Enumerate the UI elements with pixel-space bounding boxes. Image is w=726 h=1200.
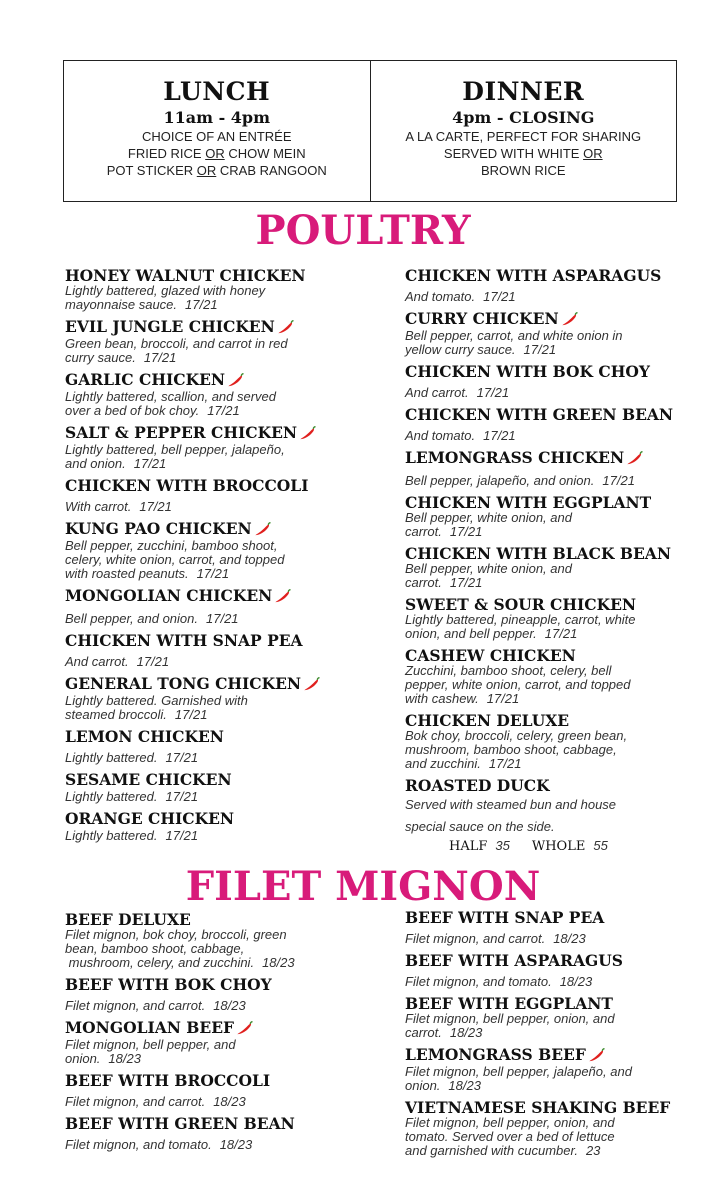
item-desc: Lightly battered, scallion, and served	[65, 389, 277, 404]
dinner-line-3: BROWN RICE	[481, 163, 566, 178]
item-name: BEEF WITH EGGPLANT	[405, 994, 613, 1013]
item-desc: Filet mignon, bell pepper, onion, and	[405, 1011, 615, 1026]
chili-pepper-icon	[228, 373, 244, 390]
menu-item	[65, 911, 295, 970]
item-price: 17/21	[544, 626, 578, 641]
item-desc: Bell pepper, white onion, and	[405, 510, 572, 525]
menu-item	[65, 810, 320, 843]
item-price: 17/21	[449, 575, 483, 590]
item-name: CHICKEN WITH EGGPLANT	[405, 493, 652, 512]
item-desc: curry sauce. 17/21	[65, 350, 177, 365]
item-desc: Filet mignon, and carrot. 18/23	[65, 998, 246, 1013]
item-desc: special sauce on the side.	[405, 819, 555, 834]
item-price: 17/21	[483, 428, 516, 443]
item-name: CHICKEN WITH BROCCOLI	[65, 476, 309, 495]
menu-item	[65, 520, 320, 581]
item-price: 17/21	[133, 456, 167, 471]
item-price: 18/23	[448, 1078, 481, 1093]
item-name: LEMONGRASS BEEF	[405, 1046, 670, 1065]
menu-item	[65, 632, 320, 669]
item-desc: tomato. Served over a bed of lettuce	[405, 1129, 615, 1144]
item-name: ROASTED DUCK	[405, 776, 550, 795]
dinner-time: 4pm - CLOSING	[452, 108, 595, 127]
item-desc: and zucchini. 17/21	[405, 756, 522, 771]
chili-pepper-icon	[278, 320, 294, 337]
item-name: CURRY CHICKEN	[405, 310, 673, 329]
menu-item	[65, 675, 320, 722]
item-name: BEEF WITH GREEN BEAN	[65, 1114, 295, 1133]
item-desc: carrot. 18/23	[405, 1025, 483, 1040]
item-price: 17/21	[139, 499, 172, 514]
menu-item	[65, 424, 320, 471]
duck-half-price: 35	[495, 838, 510, 853]
item-name: GENERAL TONG CHICKEN	[65, 675, 320, 694]
item-price: 17/21	[165, 828, 199, 843]
chili-pepper-icon	[237, 1021, 253, 1038]
item-desc: yellow curry sauce. 17/21	[405, 342, 557, 357]
item-desc: mushroom, bamboo shoot, cabbage,	[405, 742, 617, 757]
item-name: BEEF WITH BOK CHOY	[65, 975, 272, 994]
item-name: CHICKEN WITH BOK CHOY	[405, 362, 650, 381]
item-price: 17/21	[206, 611, 239, 626]
item-desc: Bell pepper, zucchini, bamboo shoot,	[65, 538, 278, 553]
item-name: EVIL JUNGLE CHICKEN	[65, 318, 320, 337]
item-name: HONEY WALNUT CHICKEN	[65, 266, 306, 285]
dinner-title: DINNER	[462, 77, 585, 106]
item-price: 17/21	[143, 350, 177, 365]
item-price: 17/21	[165, 750, 199, 765]
duck-whole-price: 55	[593, 838, 608, 853]
item-name: BEEF WITH ASPARAGUS	[405, 951, 623, 970]
item-name: VIETNAMESE SHAKING BEEF	[405, 1098, 671, 1117]
chili-pepper-icon	[255, 522, 271, 539]
item-desc: pepper, white onion, carrot, and topped	[405, 677, 631, 692]
item-name: CHICKEN WITH SNAP PEA	[65, 631, 303, 650]
menu-item	[65, 371, 320, 418]
menu-item	[65, 1072, 295, 1109]
menu-item	[405, 545, 673, 590]
item-price: 17/21	[196, 566, 230, 581]
menu-item	[65, 1019, 295, 1066]
item-name: CHICKEN WITH ASPARAGUS	[405, 266, 662, 285]
item-desc: Filet mignon, and carrot. 18/23	[405, 931, 586, 946]
item-desc: celery, white onion, carrot, and topped	[65, 552, 285, 567]
item-name: CHICKEN WITH BLACK BEAN	[405, 544, 671, 563]
duck-whole-label: WHOLE	[531, 839, 586, 854]
menu-item	[65, 318, 320, 365]
item-desc: mayonnaise sauce. 17/21	[65, 297, 218, 312]
item-name: KUNG PAO CHICKEN	[65, 520, 320, 539]
menu-item	[65, 771, 320, 804]
item-price: 17/21	[207, 403, 240, 418]
lunch-line-2: FRIED RICE OR CHOW MEIN	[127, 146, 306, 161]
menu-item	[405, 406, 673, 443]
item-price: 18/23	[559, 974, 593, 989]
item-name: CASHEW CHICKEN	[405, 646, 576, 665]
menu-item	[405, 1099, 670, 1158]
item-desc: onion. 18/23	[405, 1078, 481, 1093]
item-name: BEEF WITH BROCCOLI	[65, 1071, 271, 1090]
lunch-panel	[64, 61, 370, 201]
item-price: 17/21	[174, 707, 208, 722]
menu-item	[405, 363, 673, 400]
item-desc: and garnished with cucumber. 23	[405, 1143, 601, 1158]
item-desc: Filet mignon, bell pepper, onion, and	[405, 1115, 615, 1130]
item-desc: and onion. 17/21	[65, 456, 167, 471]
dinner-panel	[370, 61, 677, 201]
menu-item	[65, 267, 320, 312]
item-desc: Filet mignon, and tomato. 18/23	[405, 974, 593, 989]
item-desc: Bell pepper, and onion. 17/21	[65, 611, 239, 626]
lunch-title: LUNCH	[163, 77, 271, 106]
item-desc: Green bean, broccoli, and carrot in red	[65, 336, 288, 351]
item-price: 17/21	[136, 654, 170, 669]
item-desc: with cashew. 17/21	[405, 691, 520, 706]
item-desc: mushroom, celery, and zucchini. 18/23	[65, 955, 295, 970]
chili-pepper-icon	[562, 312, 578, 329]
hours-box	[63, 60, 677, 202]
item-desc: Filet mignon, bell pepper, and	[65, 1037, 236, 1052]
item-name: SALT & PEPPER CHICKEN	[65, 424, 320, 443]
dinner-line-1: A LA CARTE, PERFECT FOR SHARING	[405, 129, 642, 144]
lunch-line-1: CHOICE OF AN ENTRÉE	[141, 129, 292, 144]
item-name: CHICKEN WITH GREEN BEAN	[405, 405, 674, 424]
menu-item	[405, 647, 673, 706]
item-price: 18/23	[108, 1051, 141, 1066]
item-desc: Filet mignon, and carrot. 18/23	[65, 1094, 246, 1109]
menu-item	[405, 596, 673, 641]
menu-item	[405, 777, 673, 854]
item-desc: steamed broccoli. 17/21	[65, 707, 208, 722]
item-price: 17/21	[488, 756, 522, 771]
item-name: SESAME CHICKEN	[65, 770, 232, 789]
item-name: SWEET & SOUR CHICKEN	[405, 595, 637, 614]
menu-item	[405, 310, 673, 357]
item-desc: carrot. 17/21	[405, 524, 483, 539]
item-name: BEEF DELUXE	[65, 910, 191, 929]
chili-pepper-icon	[275, 589, 291, 606]
poultry-section-title: POULTRY	[255, 207, 471, 254]
dinner-line-2: SERVED WITH WHITE OR	[443, 146, 603, 161]
lunch-line-3: POT STICKER OR CRAB RANGOON	[106, 163, 327, 178]
filet-left-column	[65, 911, 295, 1152]
filet-mignon-section-title: FILET MIGNON	[185, 863, 541, 910]
item-desc: Bok choy, broccoli, celery, green bean,	[405, 728, 628, 743]
item-price: 17/21	[449, 524, 483, 539]
item-price: 18/23	[213, 998, 246, 1013]
item-price: 18/23	[219, 1137, 253, 1152]
item-desc: Bell pepper, carrot, and white onion in	[405, 328, 623, 343]
item-name: LEMON CHICKEN	[65, 727, 224, 746]
duck-prices	[405, 838, 673, 854]
item-price: 17/21	[185, 297, 218, 312]
item-desc: Lightly battered, bell pepper, jalapeño,	[65, 442, 285, 457]
item-desc: with roasted peanuts. 17/21	[65, 566, 230, 581]
item-desc: Filet mignon, bok choy, broccoli, green	[65, 927, 287, 942]
item-name: ORANGE CHICKEN	[65, 809, 235, 828]
chili-pepper-icon	[300, 426, 316, 443]
item-name: MONGOLIAN BEEF	[65, 1019, 295, 1038]
item-desc: Lightly battered, glazed with honey	[65, 283, 266, 298]
menu-item	[405, 909, 670, 946]
duck-half-label: HALF	[449, 839, 488, 854]
item-desc: With carrot. 17/21	[65, 499, 172, 514]
item-price: 17/21	[523, 342, 557, 357]
menu-item	[405, 494, 673, 539]
item-desc: Bell pepper, jalapeño, and onion. 17/21	[405, 473, 635, 488]
item-name: BEEF WITH SNAP PEA	[405, 908, 605, 927]
item-desc: bean, bamboo shoot, cabbage,	[65, 941, 245, 956]
menu-item	[405, 449, 673, 488]
item-desc: onion, and bell pepper. 17/21	[405, 626, 578, 641]
menu-item	[65, 1115, 295, 1152]
item-desc: And carrot. 17/21	[405, 385, 510, 400]
item-price: 18/23	[262, 955, 295, 970]
item-desc: And carrot. 17/21	[65, 654, 170, 669]
poultry-left-column	[65, 267, 320, 843]
item-desc: Served with steamed bun and house	[405, 797, 617, 812]
item-desc: Lightly battered. 17/21	[65, 828, 199, 843]
lunch-time: 11am - 4pm	[163, 108, 271, 127]
item-desc: onion. 18/23	[65, 1051, 141, 1066]
menu-item	[65, 728, 320, 765]
item-price: 17/21	[476, 385, 510, 400]
chili-pepper-icon	[589, 1048, 605, 1065]
item-price: 18/23	[449, 1025, 483, 1040]
item-desc: Filet mignon, bell pepper, jalapeño, and	[405, 1064, 632, 1079]
poultry-right-column	[405, 267, 673, 854]
item-name: MONGOLIAN CHICKEN	[65, 587, 320, 606]
item-price: 17/21	[483, 289, 516, 304]
item-desc: And tomato. 17/21	[405, 428, 516, 443]
menu-item	[405, 712, 673, 771]
menu-item	[65, 976, 295, 1013]
item-price: 18/23	[553, 931, 586, 946]
chili-pepper-icon	[627, 451, 643, 468]
item-desc: Zucchini, bamboo shoot, celery, bell	[405, 663, 612, 678]
item-desc: over a bed of bok choy. 17/21	[65, 403, 240, 418]
filet-right-column	[405, 909, 670, 1158]
menu-item	[405, 267, 673, 304]
chili-pepper-icon	[304, 677, 320, 694]
item-price: 23	[585, 1143, 601, 1158]
item-name: LEMONGRASS CHICKEN	[405, 449, 673, 468]
item-price: 17/21	[602, 473, 635, 488]
menu-item	[405, 1046, 670, 1093]
item-name: CHICKEN DELUXE	[405, 711, 570, 730]
item-desc: Filet mignon, and tomato. 18/23	[65, 1137, 253, 1152]
item-price: 17/21	[165, 789, 199, 804]
item-price: 18/23	[213, 1094, 246, 1109]
item-desc: Lightly battered. Garnished with	[65, 693, 248, 708]
item-name: GARLIC CHICKEN	[65, 371, 320, 390]
item-desc: Bell pepper, white onion, and	[405, 561, 572, 576]
item-desc: carrot. 17/21	[405, 575, 483, 590]
item-price: 17/21	[486, 691, 520, 706]
menu-item	[65, 587, 320, 626]
menu-item	[405, 952, 670, 989]
item-desc: And tomato. 17/21	[405, 289, 516, 304]
menu-item	[405, 995, 670, 1040]
item-desc: Lightly battered. 17/21	[65, 789, 199, 804]
menu-item	[65, 477, 320, 514]
item-desc: Lightly battered. 17/21	[65, 750, 199, 765]
item-desc: Lightly battered, pineapple, carrot, white	[405, 612, 636, 627]
